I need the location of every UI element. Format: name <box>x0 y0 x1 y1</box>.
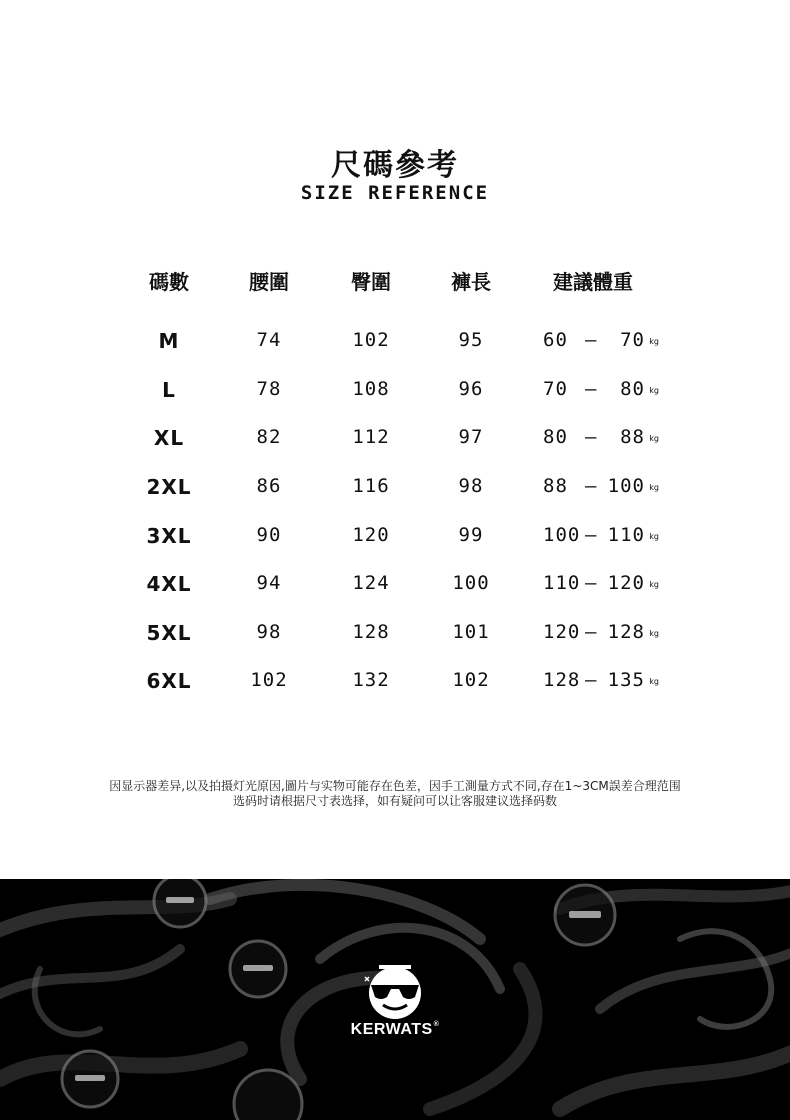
table-row <box>0 329 790 359</box>
hip-cell: 128 <box>352 621 390 643</box>
waist-cell: 82 <box>256 426 282 448</box>
weight-min: 80 <box>543 426 568 448</box>
table-row <box>0 426 790 456</box>
waist-cell: 90 <box>256 524 282 546</box>
hip-cell: 132 <box>352 669 390 691</box>
size-cell: M <box>158 329 180 353</box>
weight-range <box>543 669 663 699</box>
range-dash: – <box>585 669 598 691</box>
length-cell: 100 <box>452 572 490 594</box>
title-cn: 尺碼參考 <box>331 148 459 183</box>
weight-min: 100 <box>543 524 581 546</box>
weight-min: 128 <box>543 669 581 691</box>
range-dash: – <box>585 475 598 497</box>
hip-cell: 120 <box>352 524 390 546</box>
brand-name <box>0 1021 790 1039</box>
header-waist: 腰圍 <box>249 270 289 294</box>
smiley-sunglasses-icon <box>355 963 435 1023</box>
kg-unit: kg <box>649 434 659 443</box>
range-dash: – <box>585 329 598 351</box>
waist-cell: 74 <box>256 329 282 351</box>
weight-max: 100 <box>607 475 645 497</box>
weight-max: 80 <box>620 378 645 400</box>
weight-max: 135 <box>607 669 645 691</box>
header-size: 碼數 <box>149 270 189 294</box>
weight-max: 110 <box>607 524 645 546</box>
weight-range <box>543 524 663 554</box>
hip-cell: 108 <box>352 378 390 400</box>
table-row <box>0 572 790 602</box>
kg-unit: kg <box>649 677 659 686</box>
kg-unit: kg <box>649 483 659 492</box>
length-cell: 99 <box>458 524 484 546</box>
size-cell: XL <box>153 426 185 450</box>
title-en: SIZE REFERENCE <box>300 182 490 204</box>
header-hip: 臀圍 <box>351 270 391 294</box>
weight-min: 70 <box>543 378 568 400</box>
weight-max: 88 <box>620 426 645 448</box>
table-row <box>0 669 790 699</box>
weight-max: 70 <box>620 329 645 351</box>
weight-max: 128 <box>607 621 645 643</box>
weight-max: 120 <box>607 572 645 594</box>
length-cell: 101 <box>452 621 490 643</box>
length-cell: 96 <box>458 378 484 400</box>
waist-cell: 98 <box>256 621 282 643</box>
length-cell: 102 <box>452 669 490 691</box>
range-dash: – <box>585 378 598 400</box>
weight-range <box>543 475 663 505</box>
weight-min: 110 <box>543 572 581 594</box>
table-row <box>0 378 790 408</box>
disclaimer-line-2: 选码时请根据尺寸表选择，如有疑问可以让客服建议选择码数 <box>232 794 557 808</box>
range-dash: – <box>585 426 598 448</box>
weight-min: 88 <box>543 475 568 497</box>
size-cell: 2XL <box>146 475 192 499</box>
size-cell: 5XL <box>146 621 192 645</box>
hip-cell: 102 <box>352 329 390 351</box>
weight-min: 120 <box>543 621 581 643</box>
kg-unit: kg <box>649 580 659 589</box>
hip-cell: 124 <box>352 572 390 594</box>
length-cell: 97 <box>458 426 484 448</box>
size-cell: 6XL <box>146 669 192 693</box>
kg-unit: kg <box>649 386 659 395</box>
kg-unit: kg <box>649 337 659 346</box>
brand-text: KERWATS <box>350 1021 433 1038</box>
range-dash: – <box>585 621 598 643</box>
table-row <box>0 621 790 651</box>
hip-cell: 112 <box>352 426 390 448</box>
waist-cell: 78 <box>256 378 282 400</box>
weight-range <box>543 329 663 359</box>
weight-min: 60 <box>543 329 568 351</box>
weight-range <box>543 426 663 456</box>
length-cell: 98 <box>458 475 484 497</box>
brand-banner <box>0 879 790 1120</box>
size-cell: L <box>162 378 176 402</box>
header-length: 褲長 <box>451 270 491 294</box>
waist-cell: 102 <box>250 669 288 691</box>
registered-mark: ® <box>433 1021 440 1028</box>
length-cell: 95 <box>458 329 484 351</box>
table-row <box>0 524 790 554</box>
hip-cell: 116 <box>352 475 390 497</box>
waist-cell: 86 <box>256 475 282 497</box>
kg-unit: kg <box>649 629 659 638</box>
weight-range <box>543 572 663 602</box>
kg-unit: kg <box>649 532 659 541</box>
weight-range <box>543 621 663 651</box>
weight-range <box>543 378 663 408</box>
waist-cell: 94 <box>256 572 282 594</box>
table-row <box>0 475 790 505</box>
range-dash: – <box>585 524 598 546</box>
range-dash: – <box>585 572 598 594</box>
size-cell: 3XL <box>146 524 192 548</box>
size-cell: 4XL <box>146 572 192 596</box>
header-weight: 建議體重 <box>553 270 633 294</box>
disclaimer-line-1: 因显示器差异,以及拍摄灯光原因,圖片与实物可能存在色差，因手工測量方式不同,存在1~3CM誤差合理范围 <box>109 779 681 793</box>
